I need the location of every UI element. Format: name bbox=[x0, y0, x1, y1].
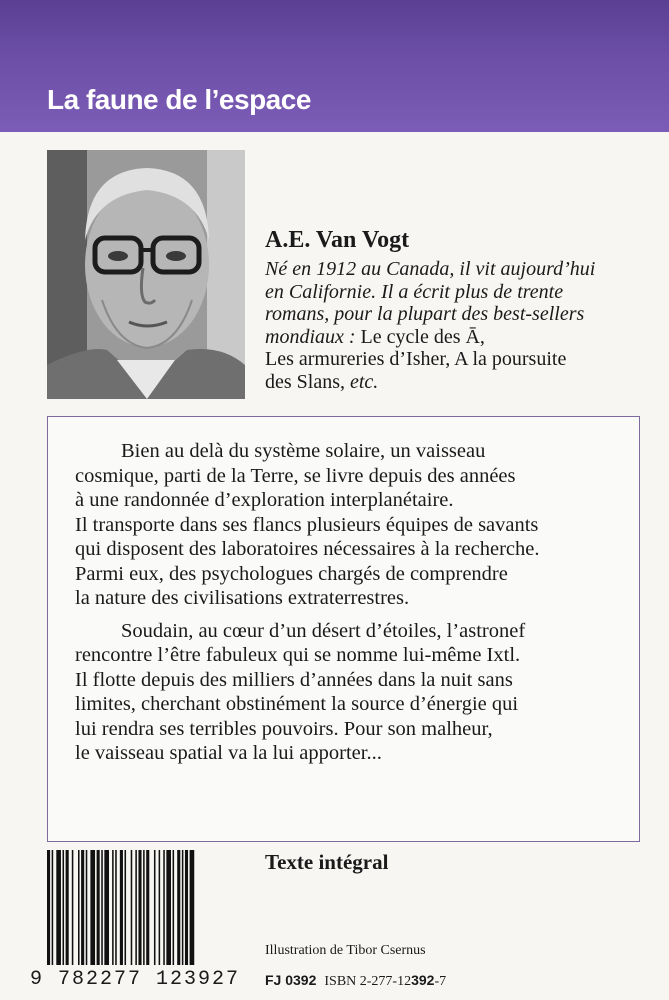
bio-line: Les armureries d’Isher, A la poursuite bbox=[265, 348, 567, 370]
series-code: FJ 0392 bbox=[265, 972, 317, 988]
summary-line: à une randonnée d’exploration interplanétaire. bbox=[75, 489, 454, 511]
summary-line: lui rendra ses terribles pouvoirs. Pour son malheur, bbox=[75, 717, 493, 740]
isbn-bold: 392 bbox=[411, 972, 435, 988]
isbn-prefix: ISBN 2-277-12 bbox=[324, 974, 412, 989]
bio-roman-fragment: Le cycle des Ā, bbox=[355, 325, 485, 348]
bio-line bbox=[265, 326, 655, 349]
series-banner bbox=[0, 0, 669, 132]
author-photo bbox=[47, 150, 245, 399]
bio-line: romans, pour la plupart des best-sellers bbox=[265, 303, 585, 325]
summary-paragraph bbox=[75, 439, 635, 611]
barcode bbox=[47, 850, 247, 965]
bio-italic-fragment: etc. bbox=[350, 370, 379, 393]
summary-line: rencontre l’être fabuleux qui se nomme lui-même Ixtl. bbox=[75, 644, 521, 666]
summary-line: limites, cherchant obstinément la source d’énergie qui bbox=[75, 693, 519, 715]
texte-integral-label: Texte intégral bbox=[265, 850, 389, 874]
illustration-credit: Illustration de Tibor Csernus bbox=[265, 943, 426, 958]
series-title: La faune de l’espace bbox=[47, 84, 311, 115]
summary-paragraph bbox=[75, 619, 635, 766]
barcode-graphic bbox=[47, 850, 247, 965]
summary-line: cosmique, parti de la Terre, se livre depuis des années bbox=[75, 464, 516, 487]
summary-line: le vaisseau spatial va la lui apporter... bbox=[75, 742, 382, 764]
barcode-digits: 9 782277 123927 bbox=[30, 968, 241, 991]
bio-line: en Californie. Il a écrit plus de trente bbox=[265, 280, 564, 303]
summary-line: Bien au delà du système solaire, un vaisseau bbox=[121, 440, 486, 462]
summary-line: Soudain, au cœur d’un désert d’étoiles, l’astronef bbox=[121, 619, 526, 642]
author-bio bbox=[265, 258, 655, 393]
summary-line: la nature des civilisations extraterrestres. bbox=[75, 587, 410, 609]
bio-line: Né en 1912 au Canada, il vit aujourd’hui bbox=[265, 258, 596, 280]
summary-box bbox=[47, 416, 640, 842]
summary-line: qui disposent des laboratoires nécessaires à la recherche. bbox=[75, 538, 540, 560]
isbn-line bbox=[265, 972, 446, 990]
bio-roman-fragment: des Slans, bbox=[265, 370, 350, 393]
bio-italic-fragment: mondiaux : bbox=[265, 325, 356, 348]
summary-line: Il transporte dans ses flancs plusieurs équipes de savants bbox=[75, 513, 539, 536]
author-name: A.E. Van Vogt bbox=[265, 227, 410, 253]
bio-line bbox=[265, 371, 655, 394]
isbn-suffix: -7 bbox=[434, 974, 447, 989]
book-summary bbox=[75, 439, 635, 774]
summary-line: Parmi eux, des psychologues chargés de comprendre bbox=[75, 562, 508, 585]
summary-line: Il flotte depuis des milliers d’années dans la nuit sans bbox=[75, 668, 513, 691]
